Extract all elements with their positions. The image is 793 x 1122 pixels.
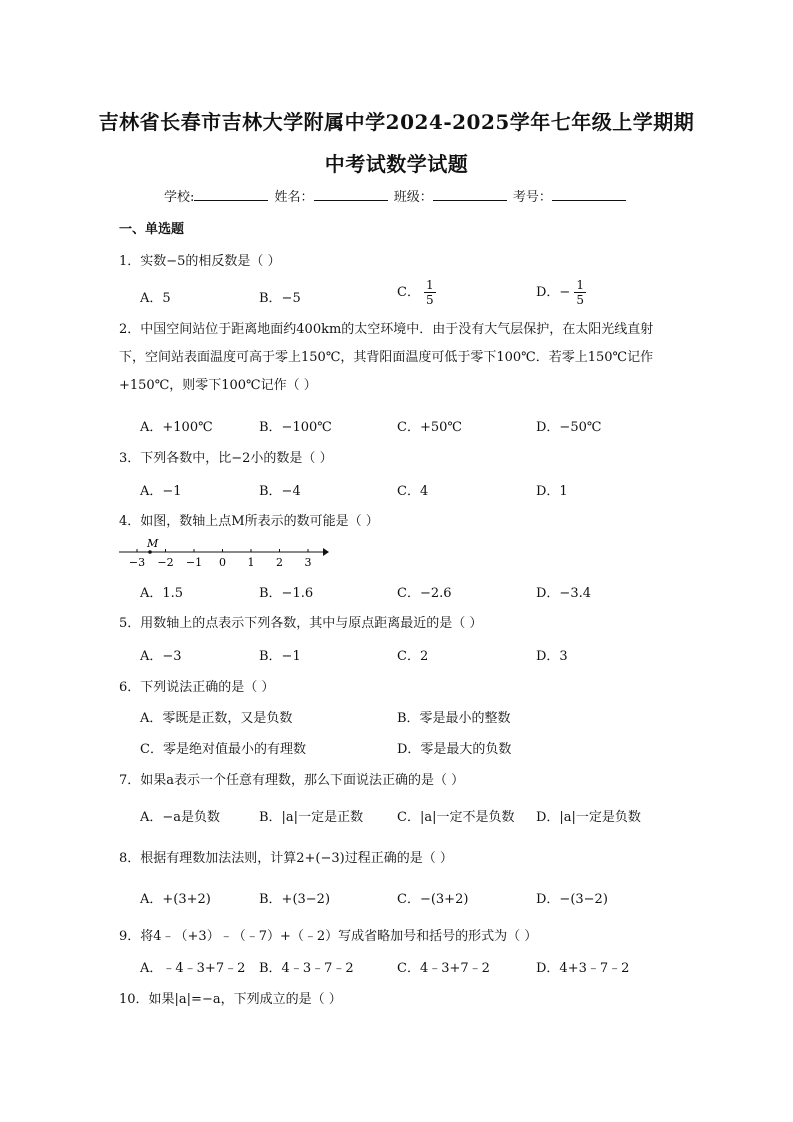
- q9-option-d: D．4+3﹣7﹣2: [536, 961, 630, 976]
- q3-option-b: B．−4: [259, 484, 301, 499]
- question-7: 7．如果a表示一个任意有理数，那么下面说法正确的是（ ）: [119, 773, 465, 788]
- q4-option-c: C．−2.6: [397, 586, 452, 601]
- q4-option-a: A．1.5: [140, 586, 184, 601]
- q3-option-d: D．1: [536, 484, 568, 499]
- q5-option-a: A．−3: [140, 649, 182, 664]
- name-label: 姓名：: [274, 190, 314, 205]
- q5-option-b: B．−1: [259, 649, 301, 664]
- fraction-numerator: 1: [576, 278, 584, 292]
- question-4: 4．如图，数轴上点M所表示的数可能是（ ）: [119, 514, 379, 529]
- question-6: 6．下列说法正确的是（ ）: [119, 680, 275, 695]
- school-label: 学校:: [164, 190, 195, 205]
- number-line-tick-label: −2: [157, 556, 174, 569]
- q1-fraction-c: [424, 278, 436, 307]
- q4-option-b: B．−1.6: [259, 586, 314, 601]
- q8-option-c: C．−(3+2): [397, 892, 469, 907]
- q2-option-c: C．+50℃: [397, 420, 462, 435]
- q8-option-a: A．+(3+2): [140, 892, 211, 907]
- q1-fraction-d: [574, 278, 586, 307]
- number-line-tick-label: 1: [247, 556, 255, 569]
- number-line-tick-label: 2: [276, 556, 283, 569]
- q7-option-d: D．|a|一定是负数: [536, 810, 641, 825]
- q2-option-a: A．+100℃: [140, 420, 213, 435]
- fraction-denominator: 5: [576, 293, 584, 307]
- q9-option-b: B．4﹣3﹣7﹣2: [259, 961, 354, 976]
- class-label: 班级：: [393, 190, 433, 205]
- q7-option-a: A．−a是负数: [140, 810, 221, 825]
- q1-option-d: [536, 278, 586, 307]
- class-blank[interactable]: [433, 188, 507, 201]
- point-m-dot: [148, 550, 152, 554]
- question-3: 3．下列各数中，比−2小的数是（ ）: [119, 451, 333, 466]
- q9-option-c: C．4﹣3+7﹣2: [397, 961, 490, 976]
- q6-option-c: C．零是绝对值最小的有理数: [140, 742, 306, 757]
- school-blank[interactable]: [194, 188, 268, 201]
- point-m-label: M: [147, 538, 159, 550]
- name-blank[interactable]: [314, 188, 388, 201]
- q7-option-c: C．|a|一定不是负数: [397, 810, 515, 825]
- number-line-tick-label: −1: [185, 556, 203, 569]
- q8-option-b: B．+(3−2): [259, 892, 331, 907]
- fraction-denominator: 5: [425, 293, 434, 307]
- q2-option-d: D．−50℃: [536, 420, 602, 435]
- q1-option-a: A．5: [140, 291, 171, 306]
- q3-option-a: A．−1: [140, 484, 182, 499]
- number-line-tick-label: −3: [128, 556, 146, 569]
- q6-option-b: B．零是最小的整数: [397, 711, 511, 726]
- q8-option-d: D．−(3−2): [536, 892, 608, 907]
- q6-option-a: A．零既是正数，又是负数: [140, 711, 293, 726]
- q7-option-b: B．|a|一定是正数: [259, 810, 364, 825]
- page-title-line2: 中考试数学试题: [324, 152, 469, 176]
- number-line-figure: [119, 538, 329, 572]
- question-5: 5．用数轴上的点表示下列各数，其中与原点距离最近的是（ ）: [119, 616, 483, 631]
- number-line-arrow: [323, 548, 329, 556]
- section-heading: 一、单选题: [119, 222, 185, 237]
- q9-option-a: A．﹣4﹣3+7﹣2: [140, 961, 246, 976]
- number-line-tick-label: 3: [304, 556, 312, 569]
- q4-option-d: D．−3.4: [536, 586, 591, 601]
- page-title-line1: 吉林省长春市吉林大学附属中学2024-2025学年七年级上学期期: [98, 110, 695, 134]
- q1-option-c-label: C．: [397, 285, 420, 300]
- q5-option-d: D．3: [536, 649, 568, 664]
- question-2: 2．中国空间站位于距离地面约400km的太空环境中．由于没有大气层保护，在太阳光线直射下，空间站表面温度可高于零上150℃，其背阳面温度可低于零下100℃．若零上150℃记作+150℃，则零下100℃记作（ ）: [119, 322, 654, 393]
- q1-option-d-label: D．−: [536, 285, 571, 300]
- q6-option-d: D．零是最大的负数: [397, 742, 512, 757]
- question-8: 8．根据有理数加法法则，计算2+(−3)过程正确的是（ ）: [119, 851, 453, 866]
- question-1: 1．实数−5的相反数是（ ）: [119, 254, 281, 269]
- id-label: 考号：: [512, 190, 552, 205]
- q1-option-b: B．−5: [259, 291, 301, 306]
- q1-option-c: [397, 278, 436, 307]
- fraction-numerator: 1: [425, 278, 434, 292]
- q5-option-c: C．2: [397, 649, 429, 664]
- number-line-tick-label: 0: [219, 556, 226, 569]
- question-9: 9．将4﹣（+3）﹣（﹣7）+（﹣2）写成省略加号和括号的形式为（ ）: [119, 929, 538, 944]
- question-10: 10．如果|a|=−a，下列成立的是（ ）: [119, 992, 342, 1007]
- q3-option-c: C．4: [397, 484, 429, 499]
- q2-option-b: B．−100℃: [259, 420, 332, 435]
- student-info-row: [164, 186, 628, 205]
- id-blank[interactable]: [552, 188, 626, 201]
